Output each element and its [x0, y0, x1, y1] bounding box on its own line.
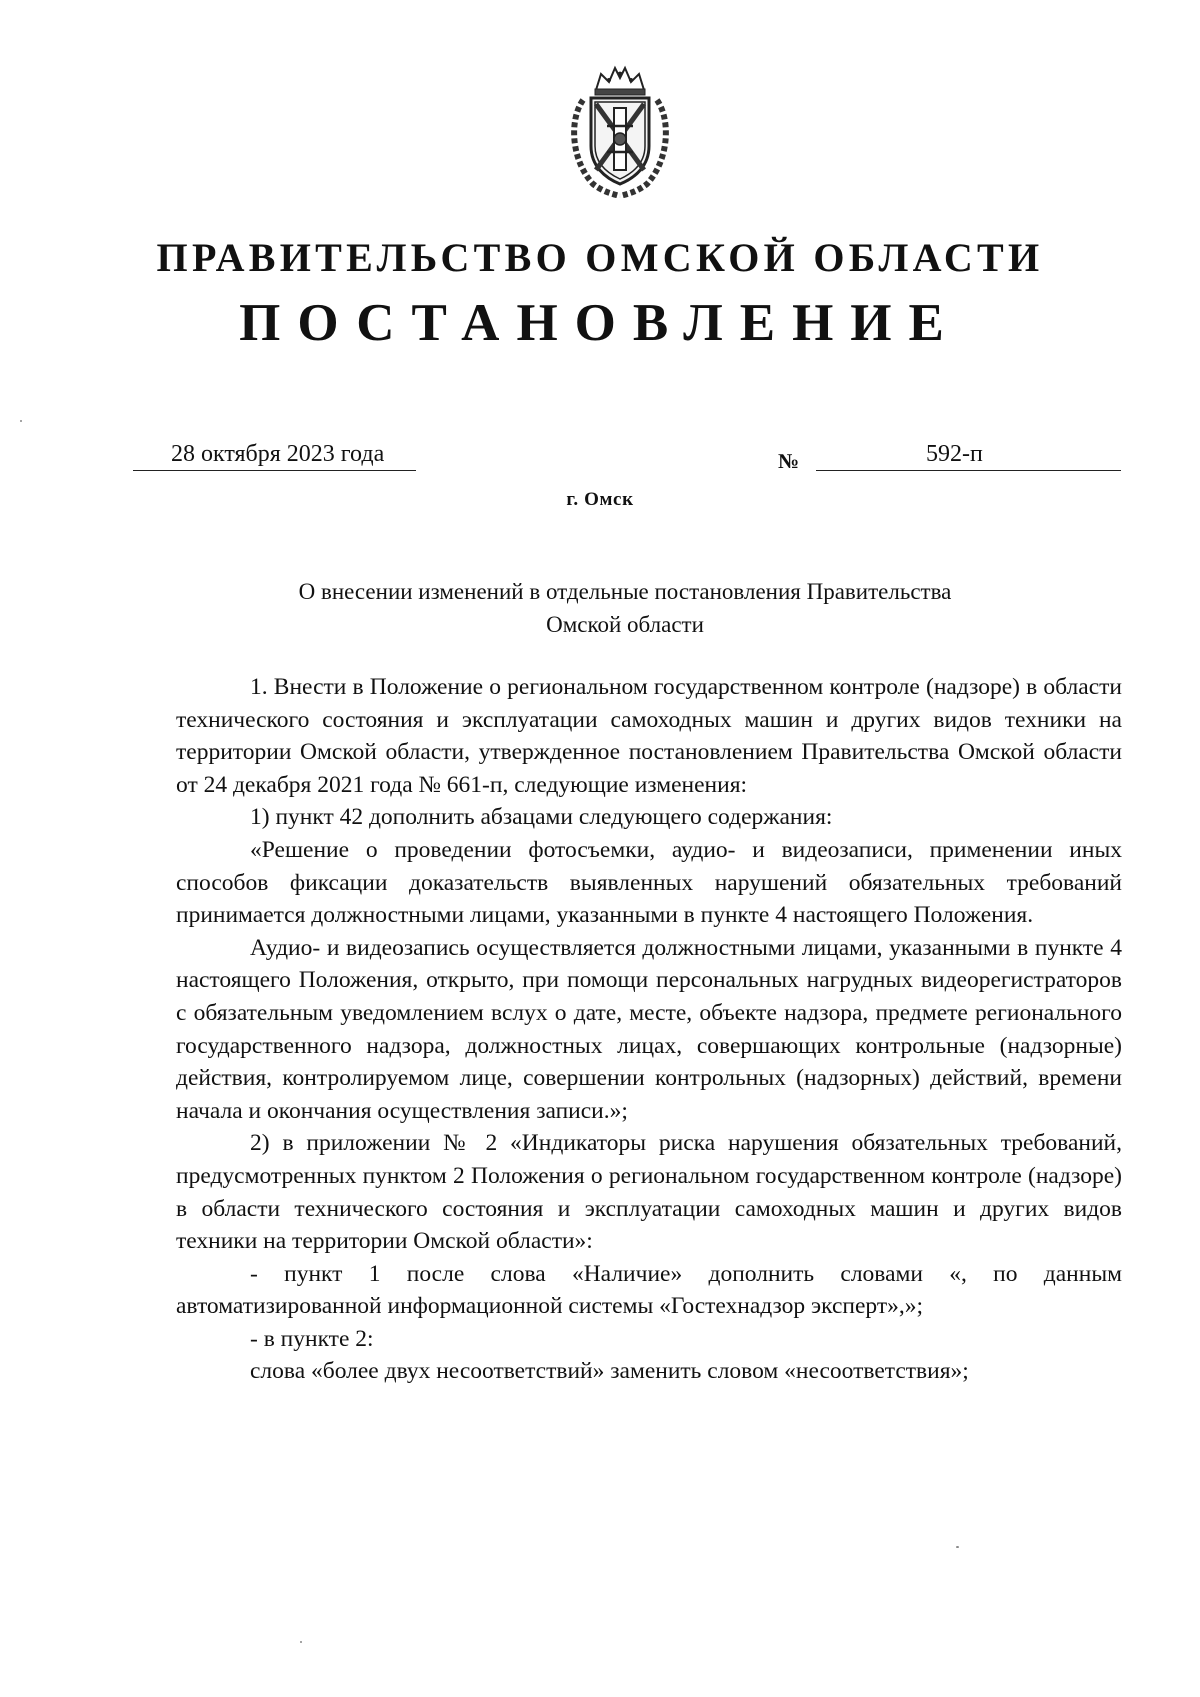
- body-paragraph: Аудио- и видеозапись осуществляется должностными лицами, указанными в пункте 4 настоящего Положения, открыто, при помощи персональных нагрудных видеорегистраторов с обязательным уведомлением вслух о дате, месте, объекте надзора, предмете регионального государственного надзора, должностных лицах, совершающих контрольные (надзорные) действия, контролируемом лице, совершении контрольных (надзорных) действий, времени начала и окончания осуществления записи.»;: [176, 934, 1122, 1124]
- document-number-field: [816, 437, 1121, 471]
- document-type-heading: ПОСТАНОВЛЕНИЕ: [239, 294, 961, 352]
- city-label: г. Омск: [566, 489, 634, 510]
- scan-speck: [300, 1641, 302, 1643]
- scan-speck: [20, 420, 22, 422]
- body-paragraph: - пункт 1 после слова «Наличие» дополнить словами «, по данным автоматизированной информационной системы «Гостехнадзор эксперт»,»;: [176, 1260, 1122, 1320]
- document-body: [176, 671, 1122, 1388]
- document-date-field: [133, 437, 416, 471]
- coat-of-arms-emblem: [563, 60, 677, 198]
- document-title-line-2: Омской области: [546, 612, 704, 637]
- body-paragraph: - в пункте 2:: [250, 1325, 374, 1352]
- body-paragraph: «Решение о проведении фотосъемки, аудио- и видеозаписи, применении иных способов фиксации доказательств выявленных нарушений обязательных требований принимается должностными лицами, указанными в пункте 4 настоящего Положения.: [176, 836, 1122, 929]
- document-title: [150, 575, 1100, 641]
- body-paragraph: 1. Внести в Положение о региональном государственном контроле (надзоре) в области технического состояния и эксплуатации самоходных машин и других видов техники на территории Омской области, утвержденное постановлением Правительства Омской области от 24 декабря 2021 года № 661-п, следующие изменения:: [176, 674, 1122, 798]
- scan-speck: [956, 1546, 959, 1548]
- number-sign: №: [778, 449, 800, 473]
- body-paragraph: 2) в приложении № 2 «Индикаторы риска нарушения обязательных требований, предусмотренных пунктом 2 Положения о региональном государственном контроле (надзоре) в области технического состояния и эксплуатации самоходных машин и других видов техники на территории Омской области»:: [176, 1130, 1122, 1255]
- body-paragraph: слова «более двух несоответствий» заменить словом «несоответствия»;: [250, 1358, 969, 1385]
- body-paragraph: 1) пункт 42 дополнить абзацами следующего содержания:: [250, 804, 833, 831]
- government-name-heading: ПРАВИТЕЛЬСТВО ОМСКОЙ ОБЛАСТИ: [156, 235, 1044, 280]
- document-title-line-1: О внесении изменений в отдельные постановления Правительства: [298, 579, 952, 604]
- document-number: 592-п: [926, 441, 983, 467]
- document-date: 28 октября 2023 года: [171, 441, 385, 467]
